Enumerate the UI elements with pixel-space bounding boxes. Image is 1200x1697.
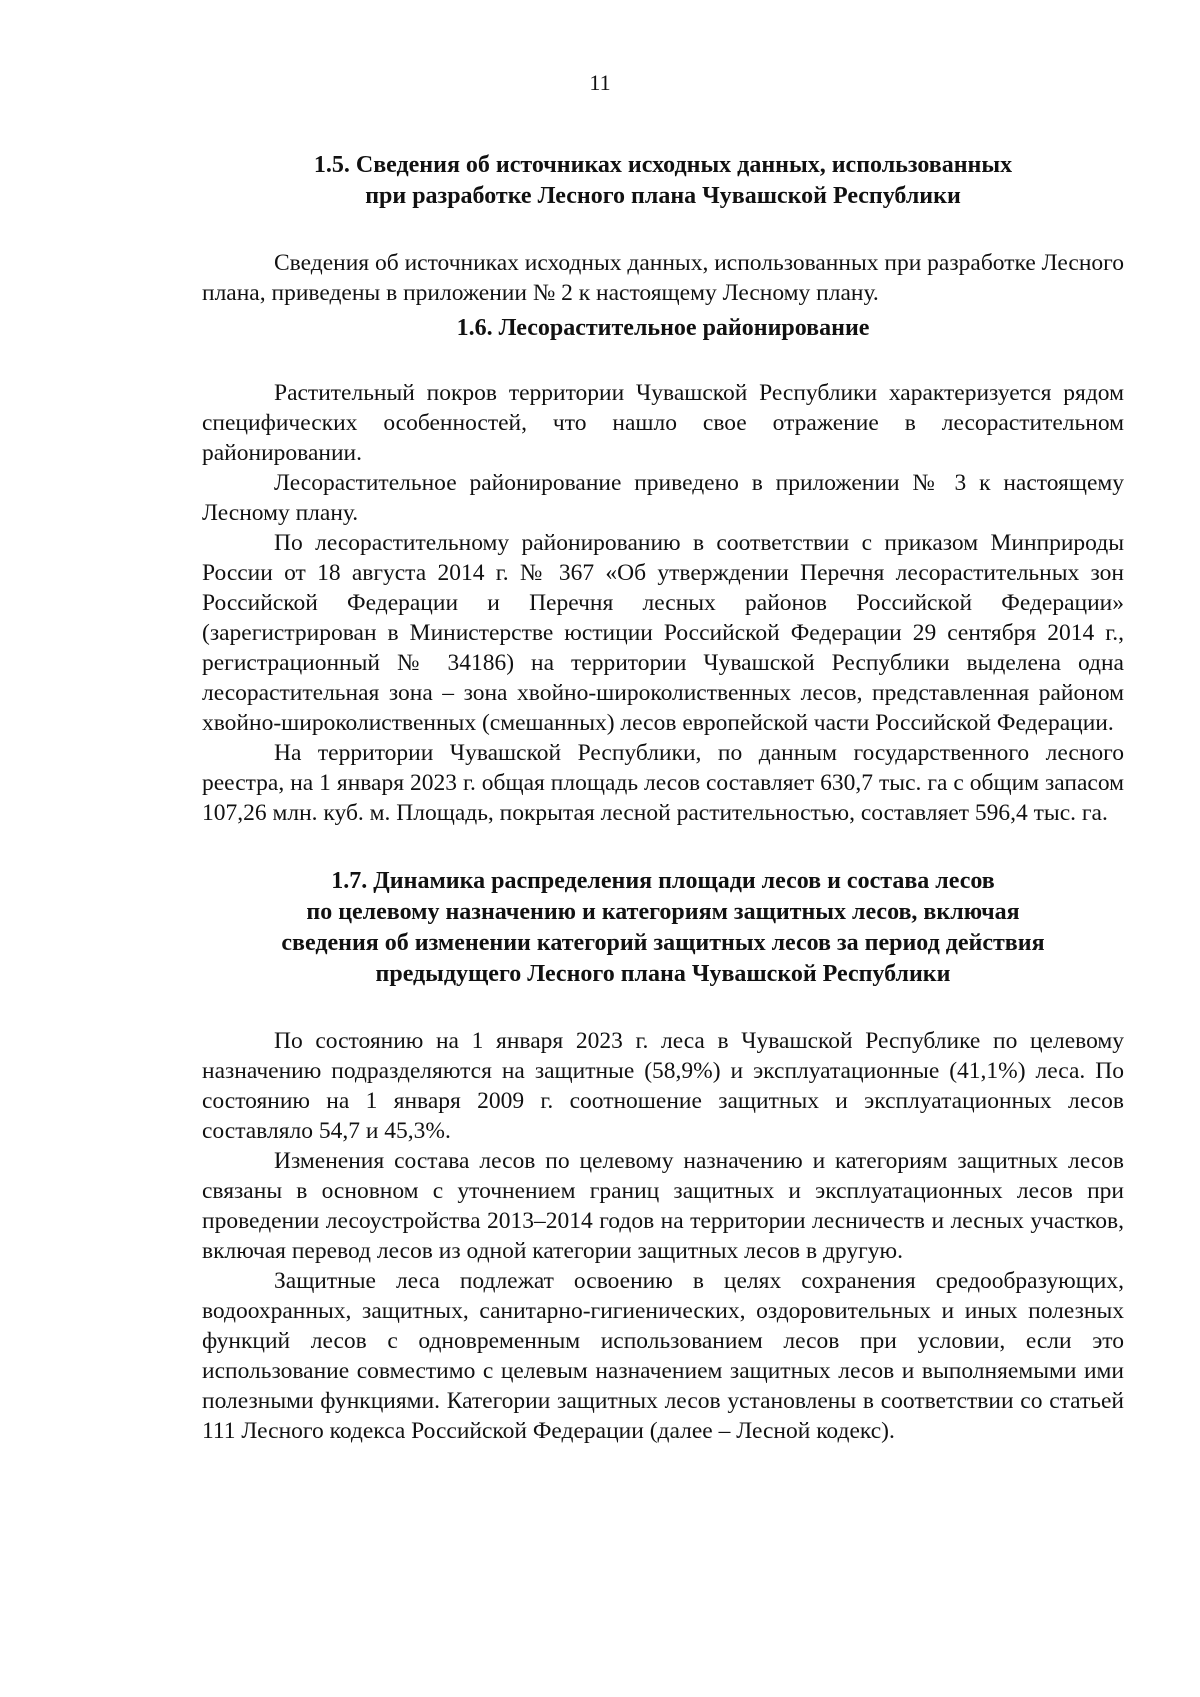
paragraph: Сведения об источниках исходных данных, использованных при разработке Лесного плана, приведены в приложении № 2 к настоящему Лесному плану. — [202, 250, 1124, 306]
paragraph: По лесорастительному районированию в соответствии с приказом Минприроды России от 18 августа 2014 г. № 367 «Об утверждении Перечня лесорастительных зон Российской Федерации и Перечня лесных районов Российской Федерации» (зарегистрирован в Министерстве юстиции Российской Федерации 29 сентября 2014 г., регистрационный № 34186) на территории Чувашской Республики выделена одна лесорастительная зона – зона хвойно-широколиственных лесов, представленная районом хвойно-широколиственных (смешанных) лесов европейской части Российской Федерации. — [202, 530, 1124, 736]
document-body — [202, 150, 1124, 1446]
heading-line: по целевому назначению и категориям защитных лесов, включая — [306, 899, 1020, 925]
page-number: 11 — [589, 70, 611, 95]
paragraph: На территории Чувашской Республики, по данным государственного лесного реестра, на 1 января 2023 г. общая площадь лесов составляет 630,7 тыс. га с общим запасом 107,26 млн. куб. м. Площадь, покрытая лесной растительностью, составляет 596,4 тыс. га. — [202, 740, 1124, 826]
heading-line: сведения об изменении категорий защитных лесов за период действия — [281, 930, 1045, 956]
paragraph: Растительный покров территории Чувашской Республики характеризуется рядом специфических особенностей, что нашло свое отражение в лесорастительном районировании. — [202, 380, 1124, 466]
paragraph: Защитные леса подлежат освоению в целях сохранения средообразующих, водоохранных, защитных, санитарно-гигиенических, оздоровительных и иных полезных функций лесов с одновременным использованием лесов при условии, если это использование совместимо с целевым назначением защитных лесов и выполняемыми ими полезными функциями. Категории защитных лесов установлены в соответствии со статьей 111 Лесного кодекса Российской Федерации (далее – Лесной кодекс). — [202, 1268, 1124, 1444]
heading-line: предыдущего Лесного плана Чувашской Республики — [375, 961, 951, 987]
paragraph: Лесорастительное районирование приведено в приложении № 3 к настоящему Лесному плану. — [202, 470, 1124, 526]
section-1-5-heading — [202, 150, 1124, 212]
heading-line: при разработке Лесного плана Чувашской Республики — [365, 183, 961, 209]
heading-line: 1.7. Динамика распределения площади лесов и состава лесов — [331, 868, 995, 894]
paragraph: Изменения состава лесов по целевому назначению и категориям защитных лесов связаны в основном с уточнением границ защитных и эксплуатационных лесов при проведении лесоустройства 2013–2014 годов на территории лесничеств и лесных участков, включая перевод лесов из одной категории защитных лесов в другую. — [202, 1148, 1124, 1264]
heading-line: 1.5. Сведения об источниках исходных данных, использованных — [313, 152, 1013, 178]
paragraph: По состоянию на 1 января 2023 г. леса в Чувашской Республике по целевому назначению подразделяются на защитные (58,9%) и эксплуатационные (41,1%) леса. По состоянию на 1 января 2009 г. соотношение защитных и эксплуатационных лесов составляло 54,7 и 45,3%. — [202, 1028, 1124, 1144]
section-1-7-heading — [202, 866, 1124, 990]
section-1-6-heading: 1.6. Лесорастительное районирование — [456, 315, 870, 341]
